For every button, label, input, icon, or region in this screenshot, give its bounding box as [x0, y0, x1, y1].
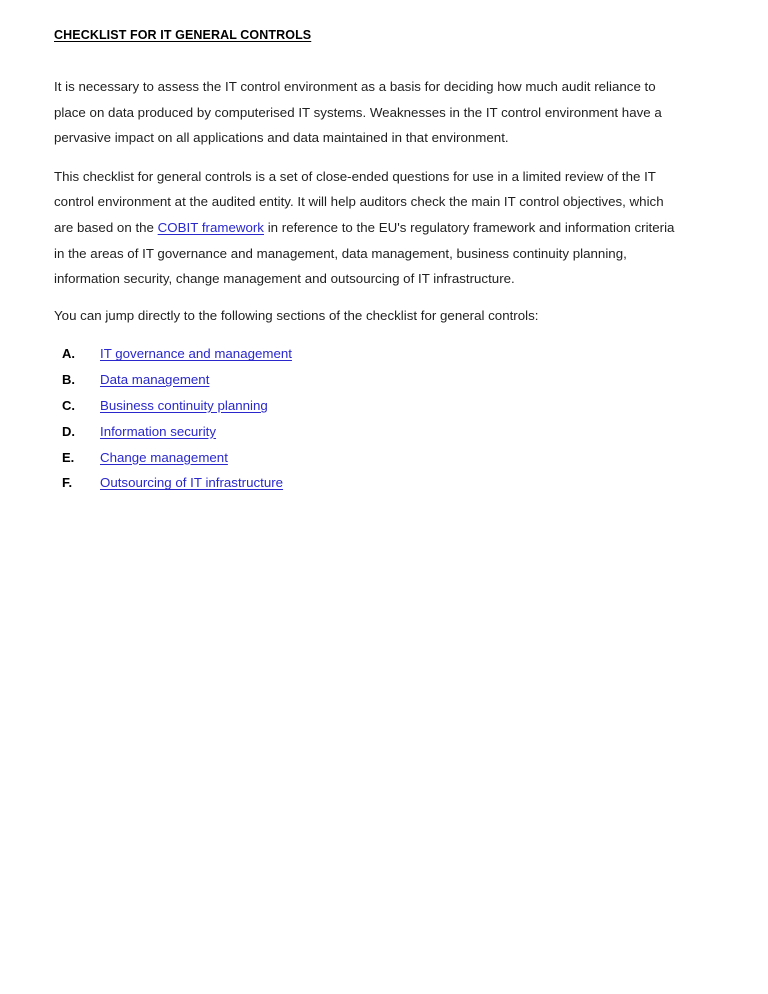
list-item-marker: D.	[62, 423, 75, 439]
list-item[interactable]	[54, 367, 675, 393]
paragraph-checklist-description	[54, 164, 675, 292]
list-item-link-wrap	[100, 470, 283, 496]
page-title: CHECKLIST FOR IT GENERAL CONTROLS	[54, 28, 312, 42]
list-item-link-wrap	[100, 445, 228, 471]
list-item-link-wrap	[100, 393, 268, 419]
section-link-list	[54, 341, 675, 496]
sidebar-item-business-continuity-planning[interactable]: Business continuity planning	[100, 397, 268, 413]
paragraph-jump-instruction: You can jump directly to the following sections of the checklist for general controls:	[54, 307, 539, 323]
list-item[interactable]	[54, 470, 675, 496]
list-item[interactable]	[54, 445, 675, 471]
paragraph-checklist-text-before: This checklist for general controls is a set of close-ended questions for use in a limited review of the IT control environment at the audited entity. It will help auditors check the main IT control objectives, which are based on the	[54, 168, 664, 235]
list-item-marker: F.	[62, 475, 73, 491]
sidebar-item-it-governance-and-management[interactable]: IT governance and management	[100, 346, 292, 362]
list-item-link-wrap	[100, 419, 216, 445]
paragraph-checklist-text-after: in reference to the EU's regulatory framework and information criteria in the areas of IT governance and management, data management, business continuity planning, information security, change management and outsourcing of IT infrastructure.	[54, 219, 675, 287]
sidebar-item-information-security[interactable]: Information security	[100, 423, 217, 439]
paragraph-intro: It is necessary to assess the IT control environment as a basis for deciding how much audit reliance to place on data produced by computerised IT systems. Weaknesses in the IT control environment have a pervasive impact on all applications and data maintained in that environment.	[54, 79, 662, 146]
list-item-marker: A.	[62, 346, 75, 362]
sidebar-item-data-management[interactable]: Data management	[100, 372, 210, 388]
list-item[interactable]	[54, 419, 675, 445]
list-item-link-wrap	[100, 367, 209, 393]
cobit-framework-link[interactable]: COBIT framework	[157, 219, 264, 235]
sidebar-item-outsourcing-of-it-infrastructure[interactable]: Outsourcing of IT infrastructure	[100, 475, 284, 491]
list-item-marker: B.	[62, 372, 75, 388]
sidebar-item-change-management[interactable]: Change management	[100, 449, 228, 465]
list-item[interactable]	[54, 341, 675, 367]
title-row	[54, 26, 675, 44]
list-item[interactable]	[54, 393, 675, 419]
list-item-marker: E.	[62, 449, 75, 465]
list-item-link-wrap	[100, 341, 292, 367]
list-item-marker: C.	[62, 397, 75, 413]
